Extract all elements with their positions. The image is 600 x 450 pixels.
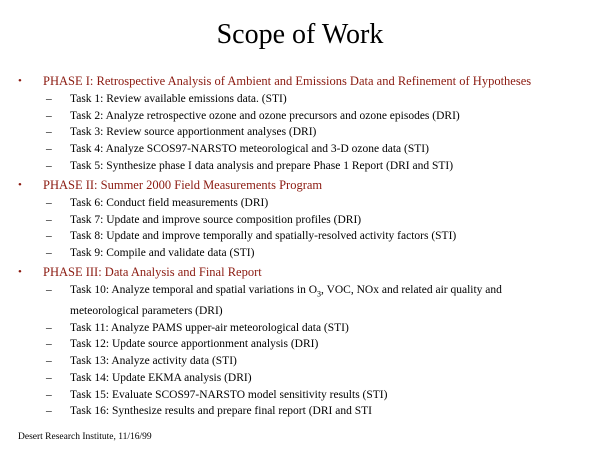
- task-item: [46, 212, 586, 229]
- dash-icon: –: [46, 93, 52, 105]
- dash-icon: –: [46, 355, 52, 368]
- task-item: [46, 370, 586, 387]
- task-text: Task 10: Analyze temporal and spatial variations in $O_3$, VOC, NOx and related air quality and meteorological parameters (DRI): [70, 284, 502, 317]
- phase-2-label: PHASE II: Summer 2000 Field Measurements Program: [43, 178, 323, 192]
- task-item: [46, 387, 586, 404]
- task-item: [46, 336, 586, 353]
- bullet-icon: •: [18, 75, 22, 87]
- task-text: Task 5: Synthesize phase I data analysis and prepare Phase 1 Report (DRI and STI): [70, 159, 454, 172]
- dash-icon: –: [46, 213, 52, 226]
- dash-icon: –: [46, 284, 52, 296]
- task-item: [46, 403, 586, 420]
- task-text: Task 8: Update and improve temporally and spatially-resolved activity factors (STI): [70, 230, 457, 243]
- task-text: Task 14: Update EKMA analysis (DRI): [70, 371, 252, 384]
- dash-icon: –: [46, 338, 52, 351]
- task-item: [46, 141, 586, 158]
- task-text: Task 2: Analyze retrospective ozone and ozone precursors and ozone episodes (DRI): [70, 109, 460, 122]
- footer-credit: Desert Research Institute, 11/16/99: [18, 432, 152, 442]
- task-text: Task 6: Conduct field measurements (DRI): [70, 197, 269, 209]
- task-item: [46, 91, 586, 108]
- dash-icon: –: [46, 405, 52, 418]
- task-text: Task 3: Review source apportionment analyses (DRI): [70, 126, 317, 139]
- dash-icon: –: [46, 230, 52, 243]
- phase-3-task-list: [46, 282, 586, 420]
- task-item: [46, 108, 586, 125]
- task-item: [46, 282, 530, 320]
- dash-icon: –: [46, 321, 52, 334]
- task-text: Task 9: Compile and validate data (STI): [70, 247, 255, 260]
- task-text: Task 12: Update source apportionment analysis (DRI): [70, 338, 319, 351]
- phase-1-label: PHASE I: Retrospective Analysis of Ambient and Emissions Data and Refinement of Hypotheses: [43, 74, 532, 88]
- task-item: [46, 195, 586, 212]
- dash-icon: –: [46, 388, 52, 401]
- task-text: Task 1: Review available emissions data. (STI): [70, 93, 287, 105]
- task-item: [46, 124, 586, 141]
- task-text: Task 16: Synthesize results and prepare final report (DRI and STI: [70, 405, 372, 418]
- dash-icon: –: [46, 126, 52, 139]
- phase-2-task-list: [46, 195, 586, 262]
- task-item: [46, 320, 586, 337]
- bullet-icon: •: [18, 179, 22, 191]
- task-item: [46, 228, 586, 245]
- dash-icon: –: [46, 109, 52, 122]
- dash-icon: –: [46, 197, 52, 209]
- dash-icon: –: [46, 371, 52, 384]
- task-item: [46, 353, 586, 370]
- task-item: [46, 245, 586, 262]
- bullet-icon: •: [18, 266, 22, 278]
- phase-3-label: PHASE III: Data Analysis and Final Report: [43, 265, 262, 279]
- slide-title: Scope of Work: [216, 19, 384, 50]
- task-text: Task 13: Analyze activity data (STI): [70, 355, 237, 368]
- dash-icon: –: [46, 143, 52, 156]
- task-text: Task 4: Analyze SCOS97-NARSTO meteorological and 3-D ozone data (STI): [70, 143, 429, 156]
- task-text: Task 11: Analyze PAMS upper-air meteorological data (STI): [70, 321, 349, 334]
- task-text: Task 7: Update and improve source composition profiles (DRI): [70, 213, 362, 226]
- dash-icon: –: [46, 247, 52, 260]
- task-text: Task 15: Evaluate SCOS97-NARSTO model sensitivity results (STI): [70, 388, 388, 401]
- dash-icon: –: [46, 159, 52, 172]
- task-item: [46, 158, 586, 175]
- phase-1-task-list: [46, 91, 586, 175]
